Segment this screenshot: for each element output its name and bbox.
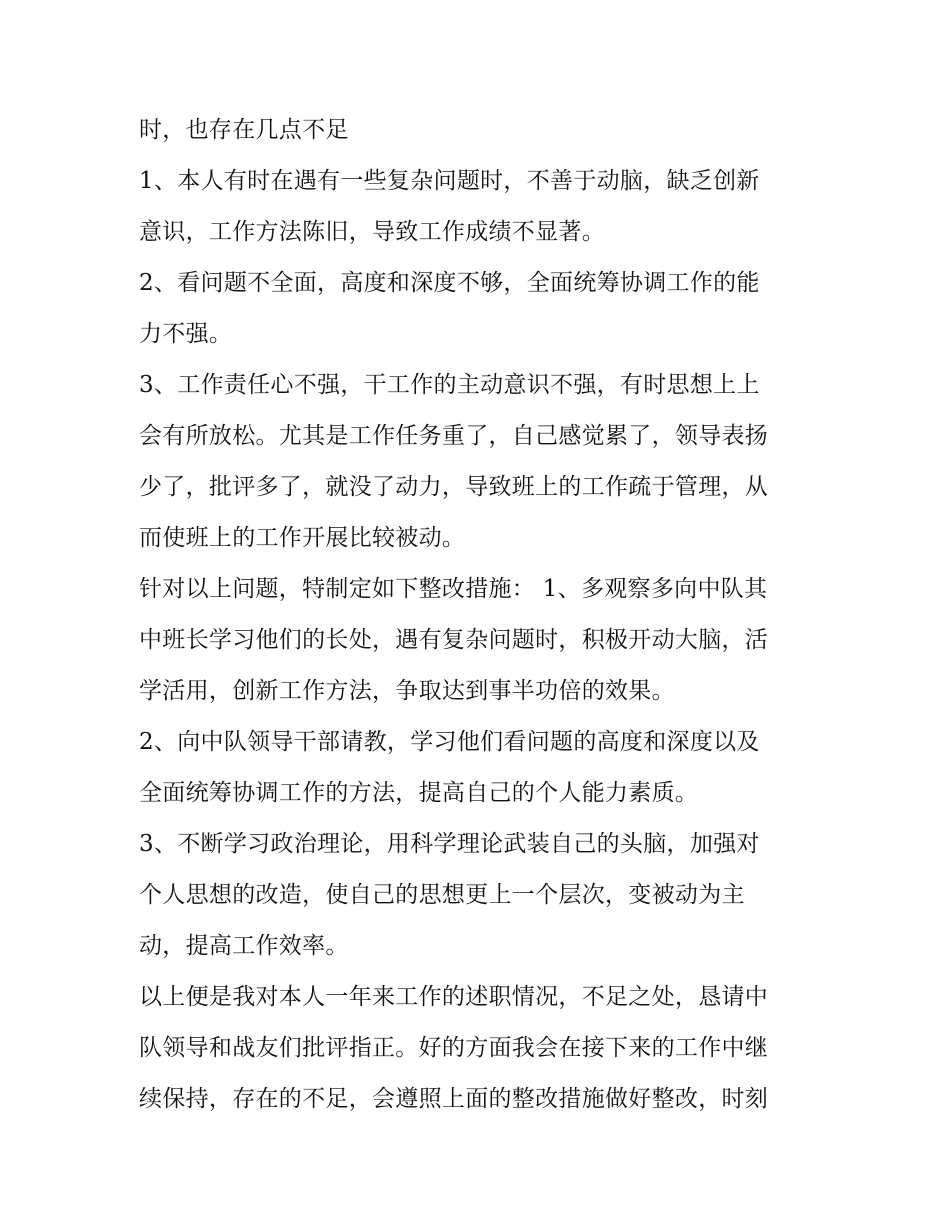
text-line: 中班长学习他们的长处，遇有复杂问题时，积极开动大脑，活 [139, 627, 769, 653]
text-line: 2、看问题不全面，高度和深度不够，全面统筹协调工作的能 [139, 270, 760, 296]
text-line: 3、不断学习政治理论，用科学理论武装自己的头脑，加强对 [139, 831, 760, 857]
text-line: 针对以上问题，特制定如下整改措施： 1、多观察多向中队其 [139, 576, 768, 602]
text-line: 1、本人有时在遇有一些复杂问题时，不善于动脑，缺乏创新 [139, 168, 760, 194]
text-line: 全面统筹协调工作的方法，提高自己的个人能力素质。 [139, 780, 699, 806]
text-line: 动，提高工作效率。 [139, 933, 349, 959]
text-line: 时，也存在几点不足 [139, 117, 349, 143]
text-line: 队领导和战友们批评指正。好的方面我会在接下来的工作中继 [139, 1035, 769, 1061]
text-line: 2、向中队领导干部请教，学习他们看问题的高度和深度以及 [139, 729, 760, 755]
text-line: 而使班上的工作开展比较被动。 [139, 525, 466, 551]
text-line: 续保持，存在的不足，会遵照上面的整改措施做好整改，时刻 [139, 1086, 769, 1112]
text-line: 3、工作责任心不强，干工作的主动意识不强，有时思想上上 [139, 372, 760, 398]
text-line: 以上便是我对本人一年来工作的述职情况，不足之处，恳请中 [139, 984, 769, 1010]
text-line: 意识，工作方法陈旧，导致工作成绩不显著。 [139, 219, 605, 245]
text-line: 学活用，创新工作方法，争取达到事半功倍的效果。 [139, 678, 675, 704]
text-line: 少了，批评多了，就没了动力，导致班上的工作疏于管理，从 [139, 474, 769, 500]
text-line: 会有所放松。尤其是工作任务重了，自己感觉累了，领导表扬 [139, 423, 769, 449]
text-line: 力不强。 [139, 321, 233, 347]
document-body [139, 105, 829, 1125]
text-line: 个人思想的改造，使自己的思想更上一个层次，变被动为主 [139, 882, 745, 908]
